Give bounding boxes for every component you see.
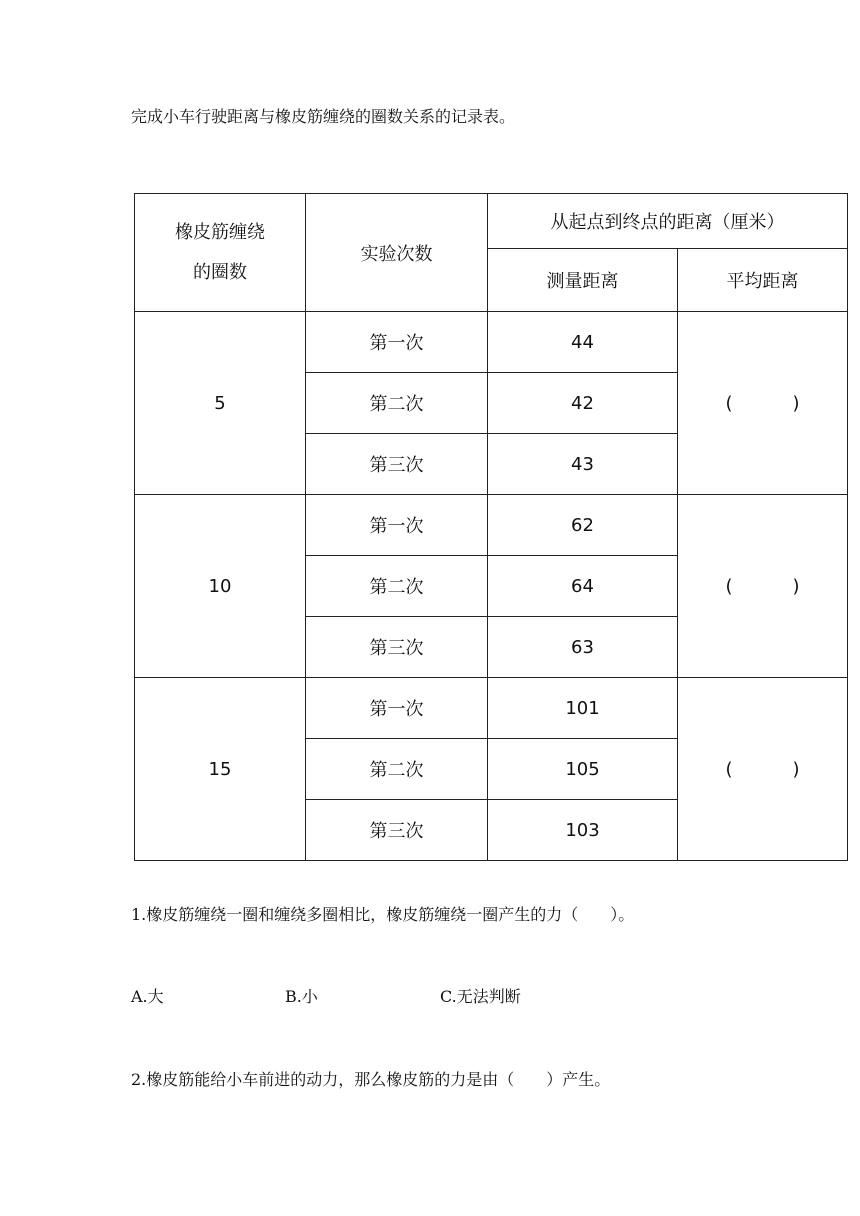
trial-label: 第三次	[306, 434, 488, 495]
measured-value: 101	[488, 678, 678, 739]
trial-label: 第一次	[306, 495, 488, 556]
average-distance-header: 平均距离	[678, 249, 848, 312]
trial-label: 第二次	[306, 373, 488, 434]
measured-value: 64	[488, 556, 678, 617]
paren-close: )	[792, 392, 800, 414]
measured-value: 63	[488, 617, 678, 678]
paren-open: (	[725, 392, 733, 414]
table-row	[135, 312, 848, 373]
paren-close: )	[792, 758, 800, 780]
distance-header: 从起点到终点的距离（厘米）	[488, 194, 848, 249]
average-blank	[678, 678, 848, 861]
trial-label: 第一次	[306, 312, 488, 373]
measured-value: 42	[488, 373, 678, 434]
header-row-1	[135, 194, 848, 249]
measured-value: 43	[488, 434, 678, 495]
question-1: 1.橡皮筋缠绕一圈和缠绕多圈相比，橡皮筋缠绕一圈产生的力（ ）。	[131, 905, 635, 924]
option-a[interactable]: A.大	[131, 987, 164, 1006]
average-blank	[678, 312, 848, 495]
trial-label: 第二次	[306, 556, 488, 617]
question-2: 2.橡皮筋能给小车前进的动力，那么橡皮筋的力是由（ ）产生。	[131, 1070, 611, 1089]
paren-open: (	[725, 575, 733, 597]
trial-label: 第一次	[306, 678, 488, 739]
option-c[interactable]: C.无法判断	[440, 987, 521, 1006]
paren-close: )	[792, 575, 800, 597]
intro-text: 完成小车行驶距离与橡皮筋缠绕的圈数关系的记录表。	[131, 107, 516, 126]
turns-cell: 10	[135, 495, 306, 678]
trial-label: 第三次	[306, 617, 488, 678]
measured-value: 62	[488, 495, 678, 556]
turns-cell: 5	[135, 312, 306, 495]
measured-value: 103	[488, 800, 678, 861]
record-table	[134, 193, 848, 861]
turns-header: 橡皮筋缠绕的圈数	[135, 194, 306, 312]
option-b[interactable]: B.小	[285, 987, 318, 1006]
measured-value: 105	[488, 739, 678, 800]
trial-label: 第三次	[306, 800, 488, 861]
table-row	[135, 678, 848, 739]
paren-open: (	[725, 758, 733, 780]
table-row	[135, 495, 848, 556]
measured-value: 44	[488, 312, 678, 373]
trial-label: 第二次	[306, 739, 488, 800]
average-blank	[678, 495, 848, 678]
trial-count-header: 实验次数	[306, 194, 488, 312]
turns-cell: 15	[135, 678, 306, 861]
measured-distance-header: 测量距离	[488, 249, 678, 312]
